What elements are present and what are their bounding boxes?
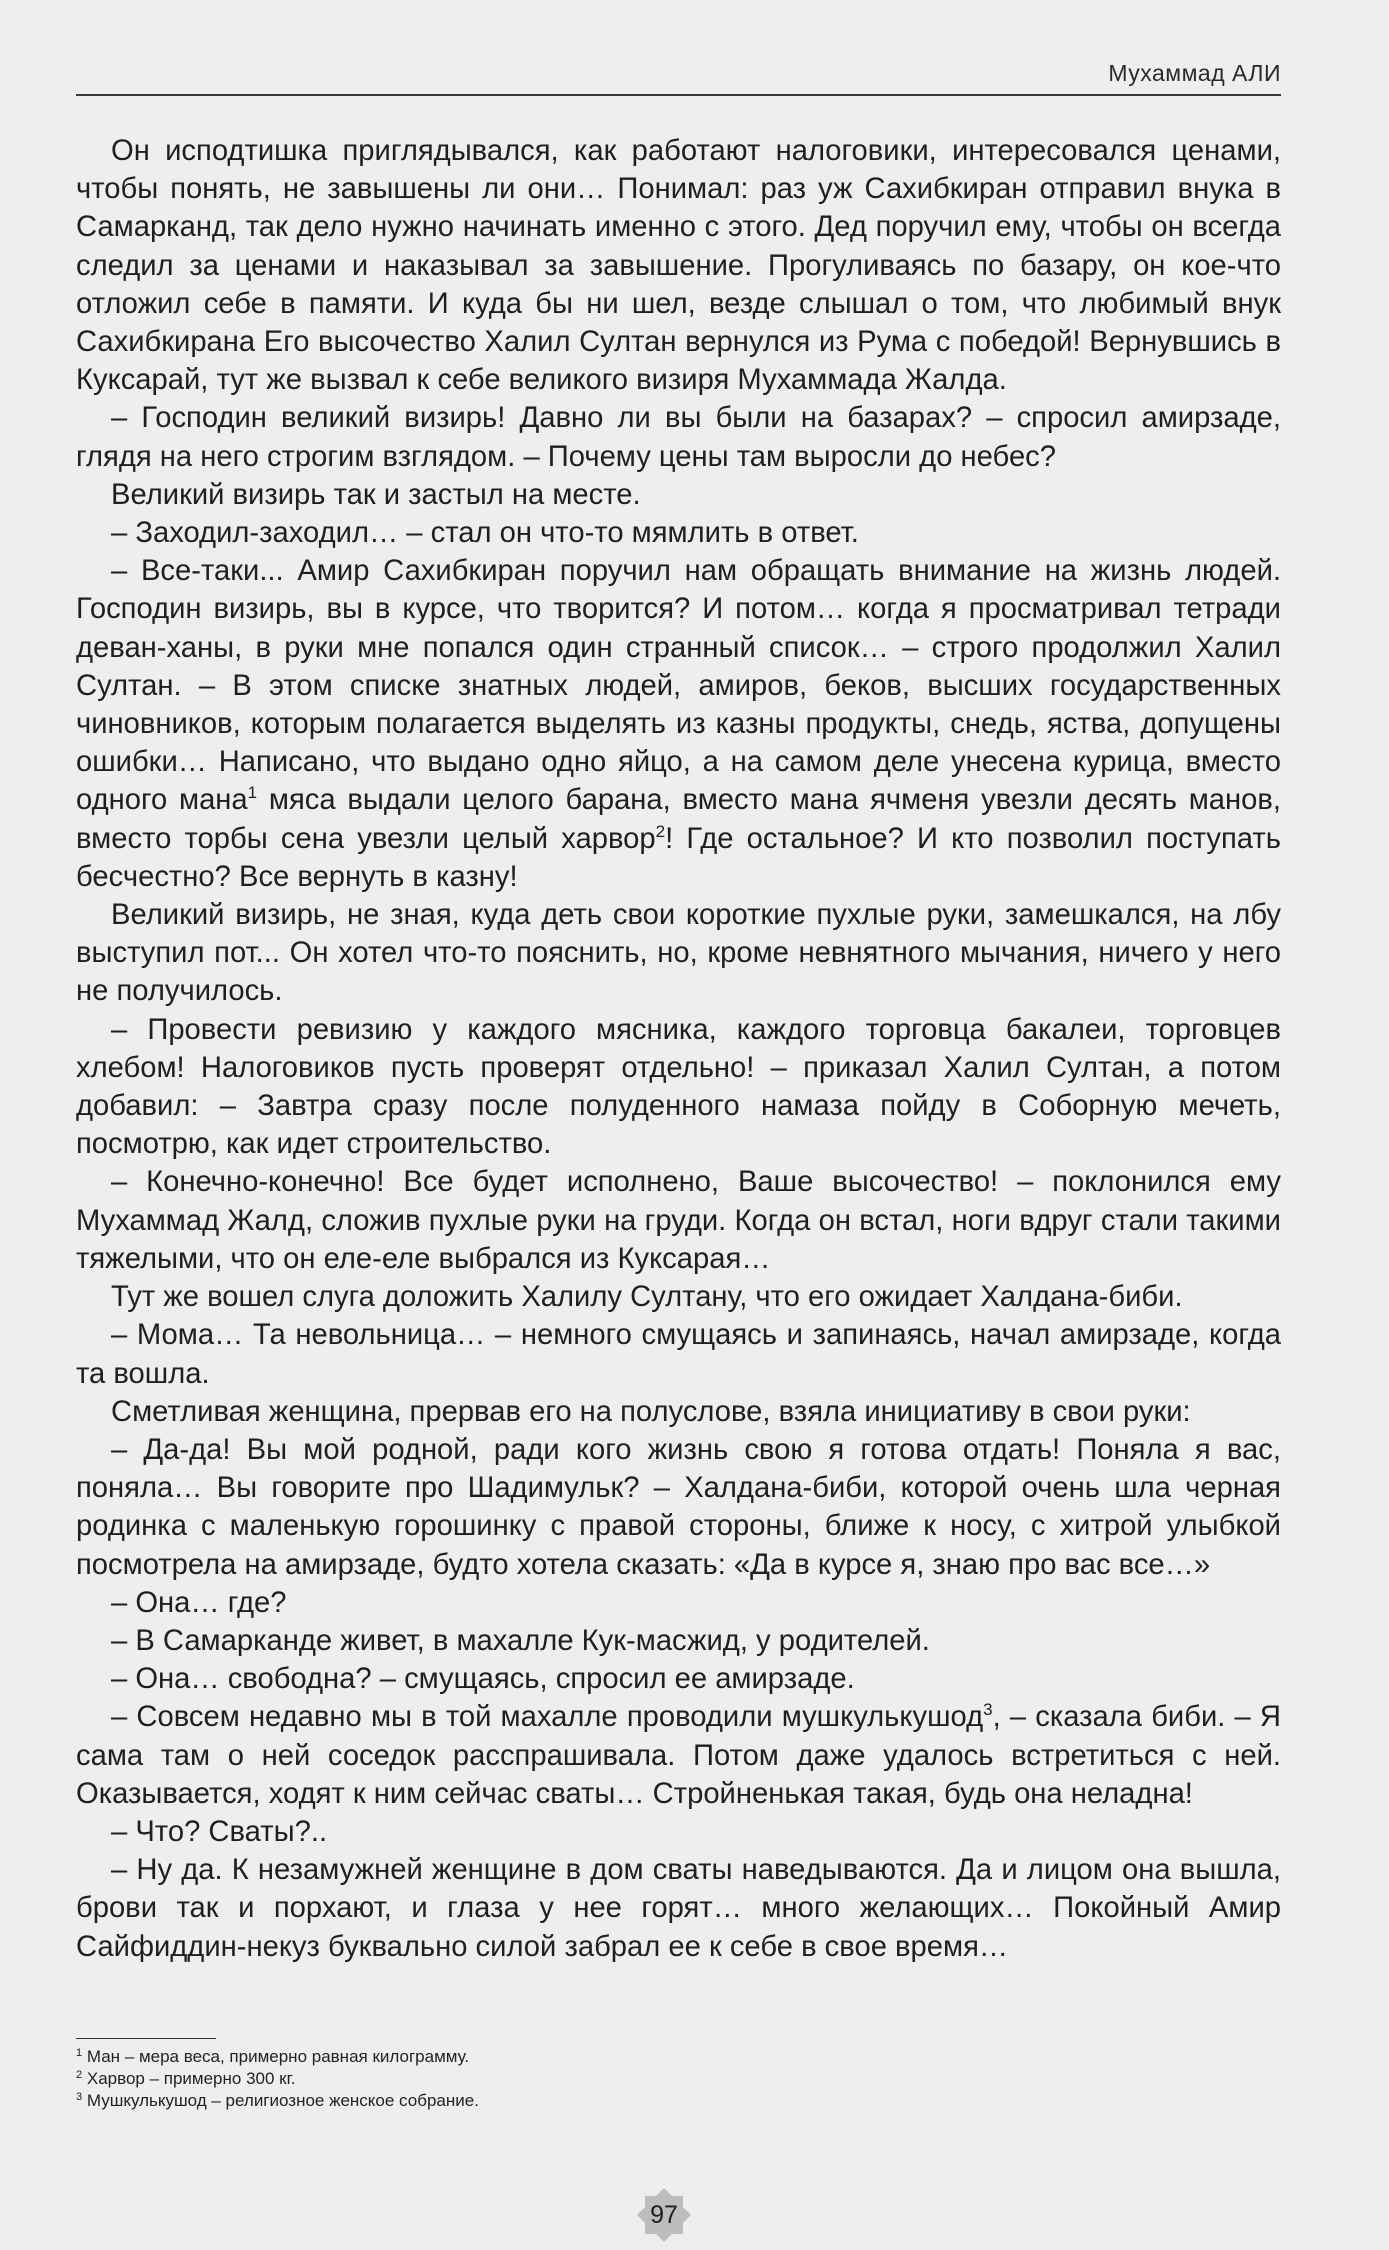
paragraph [76, 552, 1281, 896]
running-header: Мухаммад АЛИ [1108, 60, 1281, 86]
footnote-ref: 3 [983, 1700, 993, 1720]
paragraph: – Мома… Та невольница… – немного смущаясь и запинаясь, начал амирзаде, когда та вошла. [76, 1319, 1281, 1390]
footnote-text: Мушкулькушод – религиозное женское собрание. [86, 2091, 479, 2110]
paragraph: – Она… где? [111, 1586, 287, 1619]
footnote [76, 2068, 976, 2090]
paragraph: – Господин великий визирь! Давно ли вы были на базарах? – спросил амирзаде, глядя на него строгим взглядом. – Почему цены там выросли до небес? [76, 402, 1281, 473]
paragraph: – Что? Сваты?.. [111, 1815, 328, 1848]
footnote-rule [76, 2038, 216, 2039]
paragraph: Великий визирь так и застыл на месте. [111, 478, 641, 511]
footnote-mark: 2 [76, 2069, 83, 2081]
footnote [76, 2090, 976, 2112]
page-number-badge [635, 2186, 693, 2244]
paragraph: – Конечно-конечно! Все будет исполнено, Ваше высочество! – поклонился ему Мухаммад Жалд, сложив пухлые руки на груди. Когда он встал, ноги вдруг стали такими тяжелыми, что он еле-еле выбрался из Куксарая… [76, 1166, 1281, 1275]
paragraph: Тут же вошел слуга доложить Халилу Султану, что его ожидает Халдана-биби. [111, 1281, 1183, 1314]
footnote-mark: 3 [76, 2091, 83, 2103]
paragraph: – Да-да! Вы мой родной, ради кого жизнь свою я готова отдать! Поняла я вас, поняла… Вы говорите про Шадимульк? – Халдана-биби, которой очень шла черная родинка с маленькую горошинку с правой стороны, ближе к носу, с хитрой улыбкой посмотрела на амирзаде, будто хотела сказать: «Да в курсе я, знаю про вас все…» [76, 1433, 1281, 1581]
footnote-text: Ман – мера веса, примерно равная килограмму. [86, 2047, 470, 2066]
paragraph: – В Самарканде живет, в махалле Кук-масжид, у родителей. [111, 1624, 930, 1657]
paragraph: – Ну да. К незамужней женщине в дом сваты наведываются. Да и лицом она вышла, брови так и порхают, и глаза у нее горят… много желающих… Покойный Амир Сайфиддин-некуз буквально силой забрал ее к себе в свое время… [76, 1854, 1281, 1963]
paragraph-text: ! Где остальное? И кто позволил поступать бесчестно? Все вернуть в казну! [76, 822, 1281, 893]
footnote-text: Харвор – примерно 300 кг. [86, 2069, 296, 2088]
paragraph-text: – Совсем недавно мы в той махалле проводили мушкулькушод [111, 1701, 984, 1734]
header-rule [76, 94, 1281, 96]
paragraph: Сметливая женщина, прервав его на полуслове, взяла инициативу в свои руки: [111, 1395, 1191, 1428]
paragraph: – Заходил-заходил… – стал он что-то мямлить в ответ. [111, 517, 859, 550]
footnote [76, 2046, 976, 2068]
paragraph: Он исподтишка приглядывался, как работают налоговики, интересовался ценами, чтобы понять, не завышены ли они… Понимал: раз уж Сахибкиран отправил внука в Самарканд, так дело нужно начинать именно с этого. Дед поручил ему, чтобы он всегда следил за ценами и наказывал за завышение. Прогуливаясь по базару, он кое-что отложил себе в памяти. И куда бы ни шел, везде слышал о том, что любимый внук Сахибкирана Его высочество Халил Султан вернулся из Рума с победой! Вернувшись в Куксарай, тут же вызвал к себе великого визиря Мухаммада Жалда. [76, 135, 1281, 397]
paragraph-text: , – сказала биби. – Я сама там о ней соседок расспрашивала. Потом даже удалось встретиться с ней. Оказывается, ходят к ним сейчас сваты… Стройненькая такая, будь она неладна! [76, 1701, 1281, 1810]
paragraph: – Она… свободна? – смущаясь, спросил ее амирзаде. [111, 1663, 855, 1696]
footnote-ref: 1 [247, 783, 258, 803]
footnote-ref: 2 [655, 821, 666, 841]
page-number: 97 [650, 2201, 678, 2229]
footnote-mark: 1 [76, 2047, 83, 2059]
paragraph-text: мяса выдали целого барана, вместо мана ячменя увезли десять манов, вместо торбы сена увезли целый харвор [76, 784, 1281, 855]
footnotes [76, 2046, 976, 2112]
paragraph: – Провести ревизию у каждого мясника, каждого торговца бакалеи, торговцев хлебом! Налоговиков пусть проверят отдельно! – приказал Халил Султан, а потом добавил: – Завтра сразу после полуденного намаза пойду в Соборную мечеть, посмотрю, как идет строительство. [76, 1013, 1281, 1161]
paragraph: Великий визирь, не зная, куда деть свои короткие пухлые руки, замешкался, на лбу выступил пот... Он хотел что-то пояснить, но, кроме невнятного мычания, ничего у него не получилось. [76, 899, 1281, 1008]
paragraph [76, 1698, 1281, 1813]
body-text [76, 132, 1281, 1966]
paragraph-text: – Все-таки... Амир Сахибкиран поручил нам обращать внимание на жизнь людей. Господин визирь, вы в курсе, что творится? И потом… когда я просматривал тетради деван-ханы, в руки мне попался один странный список… – строго продолжил Халил Султан. – В этом списке знатных людей, амиров, беков, высших государственных чиновников, которым полагается выделять из казны продукты, снедь, яства, допущены ошибки… Написано, что выдано одно яйцо, а на самом деле унесена курица, вместо одного мана [76, 555, 1281, 817]
